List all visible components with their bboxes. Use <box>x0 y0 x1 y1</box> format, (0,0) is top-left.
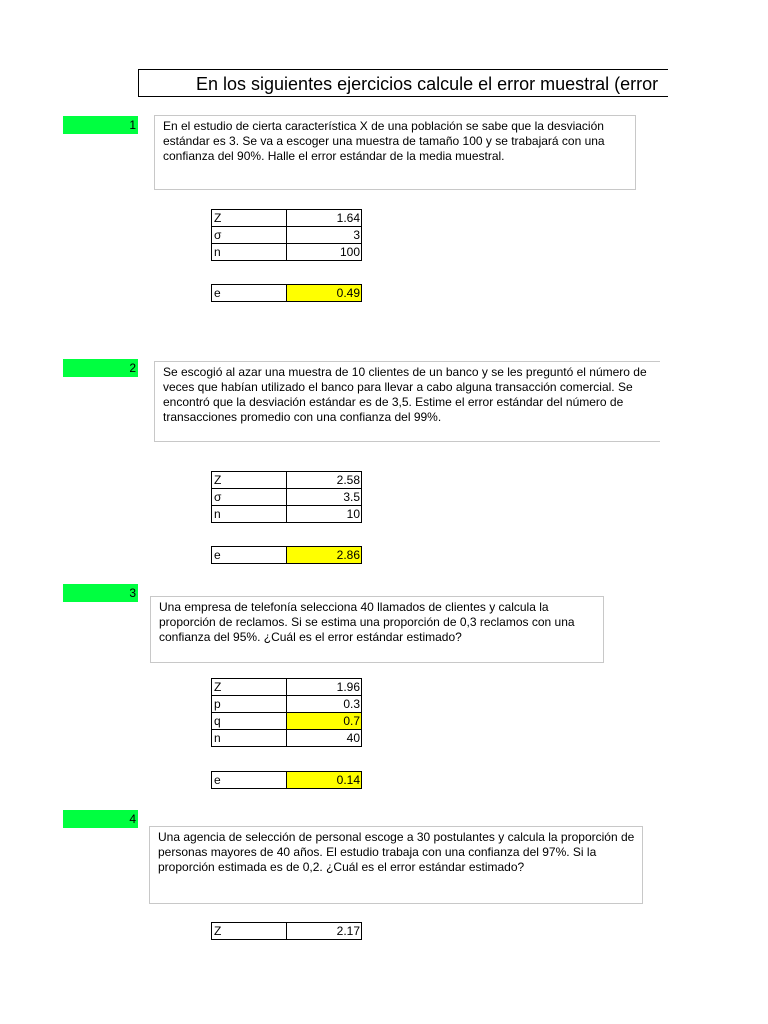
table-row <box>212 210 362 227</box>
table-row <box>212 506 362 523</box>
result-value: 0.14 <box>287 772 362 789</box>
exercise-2-variables-table <box>211 471 362 523</box>
var-value: 2.58 <box>287 472 362 489</box>
exercise-3-number: 3 <box>63 584 138 602</box>
var-label: n <box>212 506 287 523</box>
result-label: e <box>212 285 287 302</box>
var-value: 0.3 <box>287 696 362 713</box>
table-row <box>212 472 362 489</box>
table-row <box>212 244 362 261</box>
table-row <box>212 923 362 940</box>
var-label: n <box>212 730 287 747</box>
var-value: 3.5 <box>287 489 362 506</box>
table-row <box>212 227 362 244</box>
result-label: e <box>212 772 287 789</box>
exercise-4-statement: Una agencia de selección de personal escoge a 30 postulantes y calcula la proporción de personas mayores de 40 años. El estudio trabaja con una confianza del 97%. Si la proporción estimada es de 0,2. ¿Cuál es el error estándar estimado? <box>149 826 643 904</box>
var-value: 1.64 <box>287 210 362 227</box>
var-value: 100 <box>287 244 362 261</box>
var-value: 2.17 <box>287 923 362 940</box>
result-value: 2.86 <box>287 547 362 564</box>
table-row <box>212 713 362 730</box>
var-value: 10 <box>287 506 362 523</box>
var-label: Z <box>212 923 287 940</box>
result-label: e <box>212 547 287 564</box>
var-value: 1.96 <box>287 679 362 696</box>
exercise-2-number: 2 <box>63 359 138 377</box>
exercise-1-result-table <box>211 284 362 302</box>
exercise-2-result-table <box>211 546 362 564</box>
table-row <box>212 772 362 789</box>
var-label: σ <box>212 489 287 506</box>
var-label: n <box>212 244 287 261</box>
exercise-1-number: 1 <box>63 116 138 134</box>
exercise-4-variables-table <box>211 922 362 940</box>
exercise-2-statement: Se escogió al azar una muestra de 10 clientes de un banco y se les preguntó el número de veces que habían utilizado el banco para llevar a cabo alguna transacción comercial. Se encontró que la desviación estándar es de 3,5. Estime el error estándar del número de transacciones promedio con una confianza del 99%. <box>154 361 660 442</box>
result-value: 0.49 <box>287 285 362 302</box>
table-row <box>212 696 362 713</box>
var-label: Z <box>212 679 287 696</box>
exercise-3-variables-table <box>211 678 362 747</box>
exercise-1-variables-table <box>211 209 362 261</box>
var-label: p <box>212 696 287 713</box>
page-title: En los siguientes ejercicios calcule el error muestral (error <box>138 69 668 97</box>
table-row <box>212 489 362 506</box>
table-row <box>212 679 362 696</box>
var-label: Z <box>212 472 287 489</box>
exercise-3-result-table <box>211 771 362 789</box>
var-label: Z <box>212 210 287 227</box>
var-value: 3 <box>287 227 362 244</box>
exercise-1-statement: En el estudio de cierta característica X de una población se sabe que la desviación estándar es 3. Se va a escoger una muestra de tamaño 100 y se trabajará con una confianza del 90%. Halle el error estándar de la media muestral. <box>154 115 636 190</box>
var-label: q <box>212 713 287 730</box>
var-value: 40 <box>287 730 362 747</box>
table-row <box>212 285 362 302</box>
var-label: σ <box>212 227 287 244</box>
table-row <box>212 547 362 564</box>
var-value: 0.7 <box>287 713 362 730</box>
exercise-4-number: 4 <box>63 810 138 828</box>
exercise-3-statement: Una empresa de telefonía selecciona 40 llamados de clientes y calcula la proporción de reclamos. Si se estima una proporción de 0,3 reclamos con una confianza del 95%. ¿Cuál es el error estándar estimado? <box>150 596 604 663</box>
table-row <box>212 730 362 747</box>
